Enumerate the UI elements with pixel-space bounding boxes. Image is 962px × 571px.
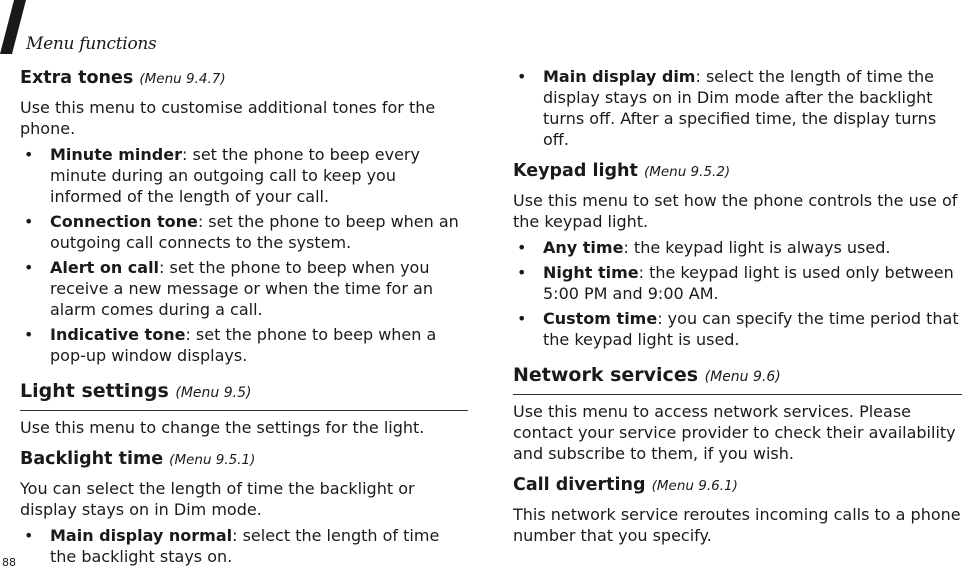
section-extra-tones bbox=[20, 66, 468, 366]
bullet-icon: • bbox=[517, 309, 527, 328]
heading-text: Keypad light bbox=[513, 161, 638, 181]
list-item bbox=[513, 308, 962, 350]
paragraph: Use this menu to set how the phone controls the use of the keypad light. bbox=[513, 191, 958, 231]
bullet-icon: • bbox=[24, 212, 34, 231]
heading-keypad-light bbox=[513, 159, 962, 184]
header-accent-mark bbox=[0, 0, 26, 54]
item-desc: : set the phone to beep when you receive a new message or when the time for an alarm comes during a call. bbox=[50, 258, 433, 319]
menu-reference: (Menu 9.6.1) bbox=[651, 478, 738, 494]
running-header-title: Menu functions bbox=[26, 34, 157, 54]
bullet-list-extra-tones bbox=[20, 144, 468, 366]
heading-extra-tones bbox=[20, 66, 468, 91]
item-desc: : select the length of time the display stays on in Dim mode after the backlight turns off. After a specified time, the display turns off. bbox=[543, 67, 937, 149]
item-term: Minute minder bbox=[50, 145, 182, 164]
paragraph: Use this menu to change the settings for the light. bbox=[20, 418, 425, 437]
paragraph: Use this menu to access network services. Please contact your service provider to check their availability and subscribe to them, if you wish. bbox=[513, 402, 956, 463]
heading-backlight-time bbox=[20, 447, 468, 472]
item-desc: : set the phone to beep when an outgoing call connects to the system. bbox=[50, 212, 459, 252]
heading-text: Extra tones bbox=[20, 68, 134, 88]
bullet-icon: • bbox=[517, 263, 527, 282]
bullet-icon: • bbox=[24, 325, 34, 344]
heading-text: Call diverting bbox=[513, 475, 646, 495]
section-light-settings bbox=[20, 378, 468, 438]
menu-reference: (Menu 9.5) bbox=[175, 385, 252, 401]
heading-text: Light settings bbox=[20, 380, 169, 402]
menu-reference: (Menu 9.5.2) bbox=[643, 164, 731, 180]
heading-text: Network services bbox=[513, 364, 699, 386]
item-desc: : select the length of time the backlight stays on. bbox=[50, 526, 440, 566]
bullet-list-backlight-time bbox=[20, 525, 468, 567]
list-item bbox=[20, 144, 468, 207]
item-term: Indicative tone bbox=[50, 325, 186, 344]
page-number: 88 bbox=[2, 556, 16, 569]
item-desc: : set the phone to beep every minute during an outgoing call to keep you informed of the length of your call. bbox=[50, 145, 420, 206]
section-call-diverting bbox=[513, 473, 962, 546]
section-network-services bbox=[513, 362, 962, 464]
item-term: Custom time bbox=[543, 309, 658, 328]
menu-reference: (Menu 9.5.1) bbox=[169, 452, 256, 468]
item-term: Connection tone bbox=[50, 212, 198, 231]
item-term: Main display dim bbox=[543, 67, 696, 86]
paragraph: You can select the length of time the backlight or display stays on in Dim mode. bbox=[20, 479, 415, 519]
paragraph: Use this menu to customise additional tones for the phone. bbox=[20, 98, 436, 138]
bullet-list-keypad-light bbox=[513, 237, 962, 350]
item-desc: : set the phone to beep when a pop-up window displays. bbox=[50, 325, 437, 365]
list-item bbox=[20, 324, 468, 366]
heading-network-services bbox=[513, 362, 962, 395]
bullet-icon: • bbox=[24, 526, 34, 545]
heading-light-settings bbox=[20, 378, 468, 411]
paragraph: This network service reroutes incoming calls to a phone number that you specify. bbox=[513, 505, 961, 545]
heading-call-diverting bbox=[513, 473, 962, 498]
list-item bbox=[513, 66, 962, 150]
bullet-icon: • bbox=[24, 258, 34, 277]
item-desc: : the keypad light is always used. bbox=[623, 238, 891, 257]
item-term: Alert on call bbox=[50, 258, 160, 277]
list-item bbox=[513, 262, 962, 304]
section-backlight-time bbox=[20, 447, 468, 567]
bullet-list-backlight-continued bbox=[513, 66, 962, 150]
item-term: Night time bbox=[543, 263, 639, 282]
section-keypad-light bbox=[513, 159, 962, 350]
heading-text: Backlight time bbox=[20, 449, 164, 469]
bullet-icon: • bbox=[517, 67, 527, 86]
item-term: Main display normal bbox=[50, 526, 233, 545]
bullet-icon: • bbox=[517, 238, 527, 257]
left-column bbox=[20, 66, 468, 567]
list-item bbox=[20, 257, 468, 320]
menu-reference: (Menu 9.4.7) bbox=[139, 71, 226, 87]
item-desc: : the keypad light is used only between 5:00 PM and 9:00 AM. bbox=[543, 263, 954, 303]
right-column bbox=[513, 66, 962, 546]
list-item bbox=[20, 525, 468, 567]
list-item bbox=[20, 211, 468, 253]
bullet-icon: • bbox=[24, 145, 34, 164]
item-desc: : you can specify the time period that the keypad light is used. bbox=[543, 309, 959, 349]
menu-reference: (Menu 9.6) bbox=[704, 369, 781, 385]
item-term: Any time bbox=[543, 238, 624, 257]
list-item bbox=[513, 237, 962, 258]
